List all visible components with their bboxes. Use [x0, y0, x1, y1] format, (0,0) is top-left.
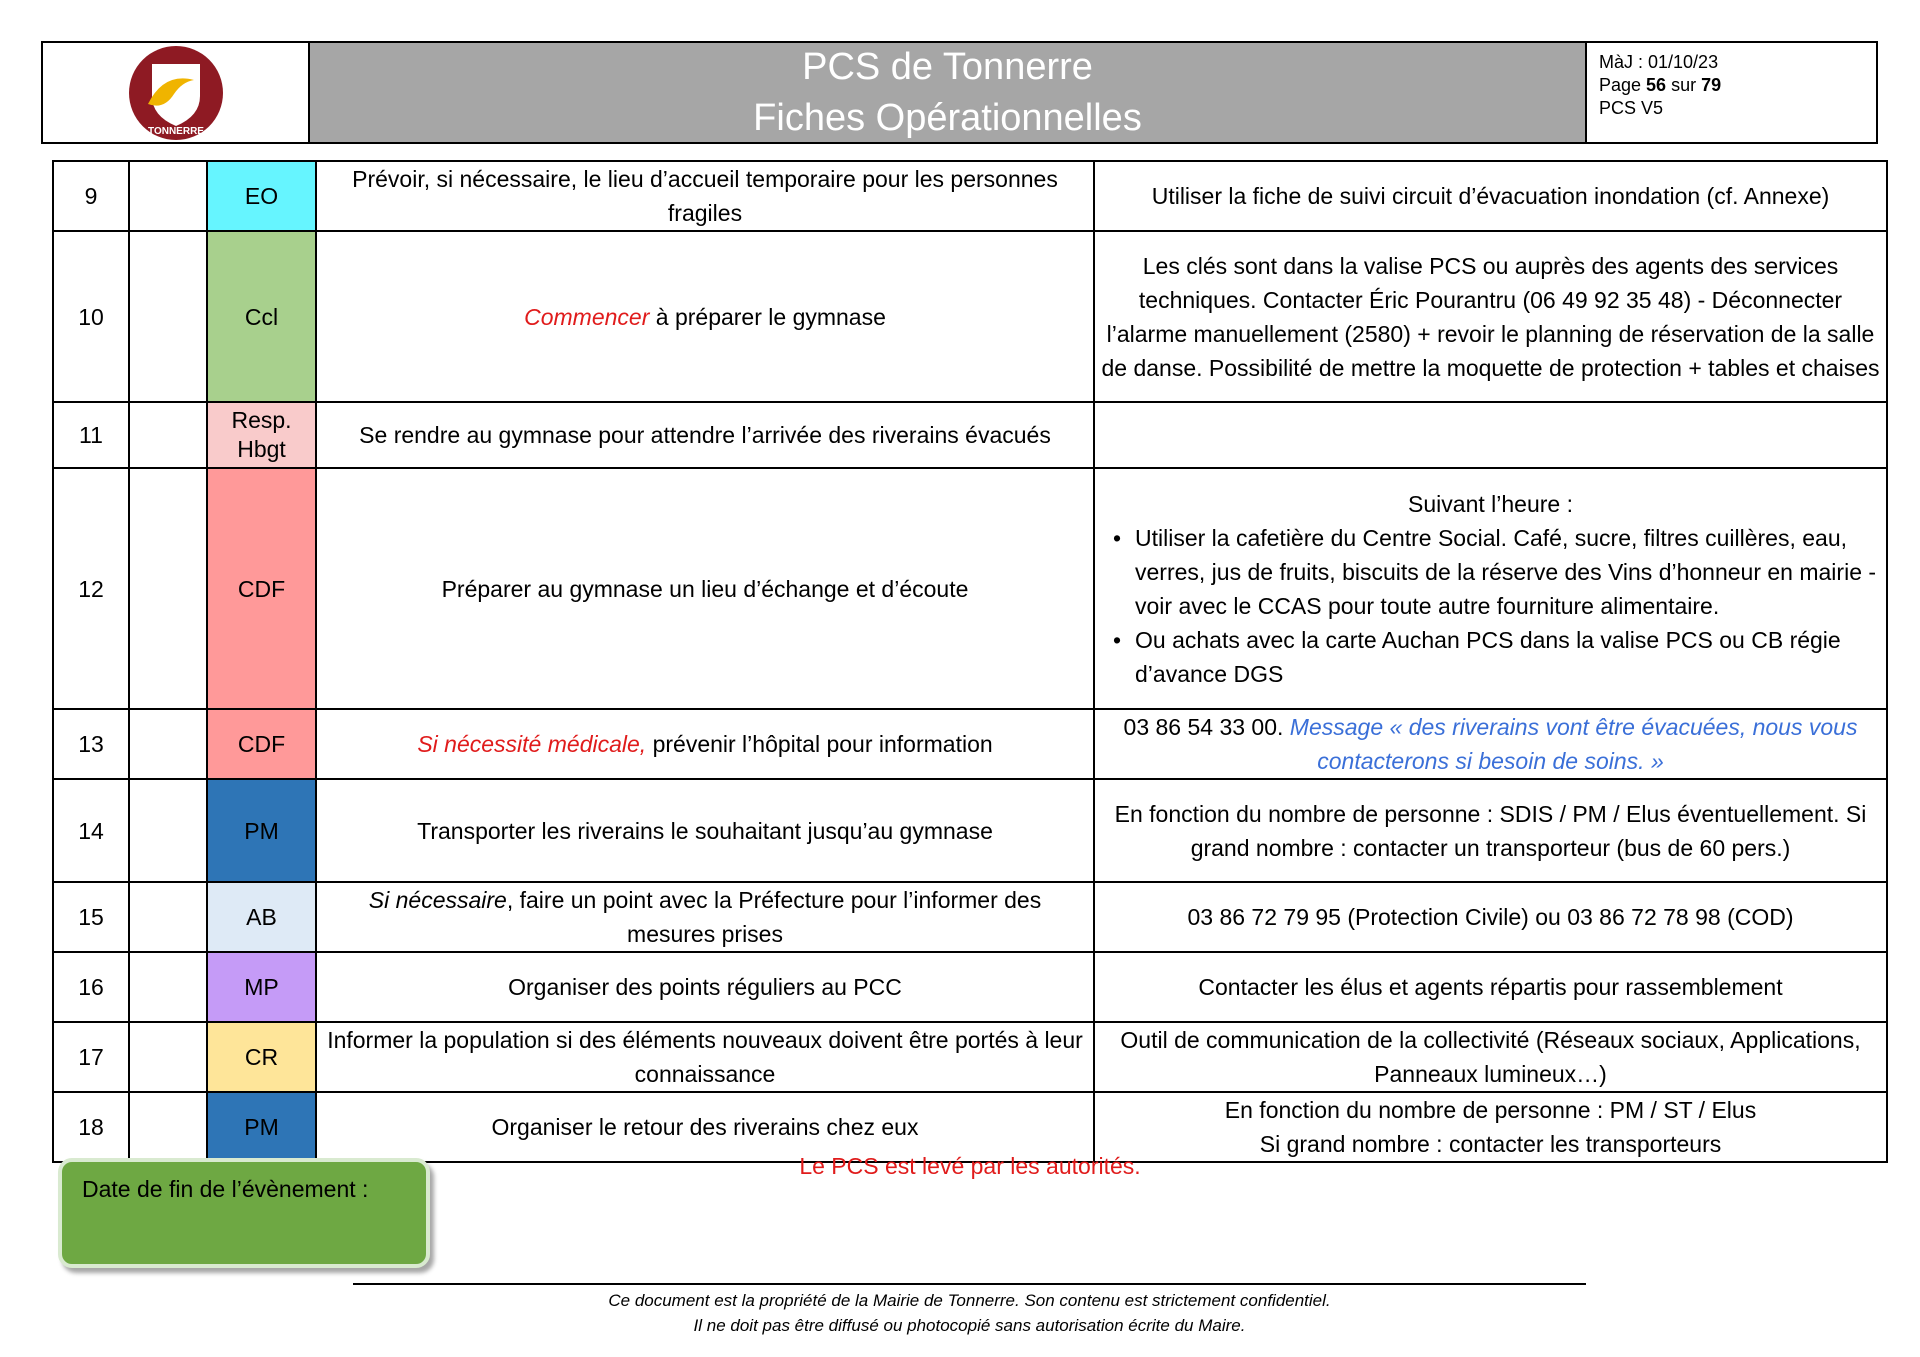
action-cell: Organiser le retour des riverains chez eux — [316, 1092, 1094, 1162]
title-line-1: PCS de Tonnerre — [802, 45, 1093, 88]
role-code: Resp. Hbgt — [207, 402, 316, 468]
observation-cell: 03 86 72 79 95 (Protection Civile) ou 03 86 72 78 98 (COD) — [1094, 882, 1887, 952]
step-number: 9 — [53, 161, 129, 231]
pcs-version: PCS V5 — [1599, 98, 1664, 118]
table-row — [53, 231, 1887, 402]
step-number: 18 — [53, 1092, 129, 1162]
table-row — [53, 1092, 1887, 1162]
check-cell — [129, 402, 207, 468]
role-code: PM — [207, 1092, 316, 1162]
action-cell: Si nécessité médicale, prévenir l’hôpital pour information — [316, 709, 1094, 779]
step-number: 17 — [53, 1022, 129, 1092]
observation-title: Suivant l’heure : — [1408, 490, 1573, 517]
check-cell — [129, 468, 207, 709]
footer-divider — [353, 1283, 1586, 1285]
step-number: 15 — [53, 882, 129, 952]
action-cell: Prévoir, si nécessaire, le lieu d’accueil temporaire pour les personnes fragiles — [316, 161, 1094, 231]
svg-text:TONNERRE: TONNERRE — [147, 125, 204, 137]
step-number: 10 — [53, 231, 129, 402]
table-row — [53, 402, 1887, 468]
observation-list — [1101, 521, 1880, 691]
confidentiality-note: Ce document est la propriété de la Mairie de Tonnerre. Son contenu est strictement confidentiel. Il ne doit pas être diffusé ou photocopié sans autorisation écrite du Maire. — [608, 1291, 1331, 1335]
observation-cell: 03 86 54 33 00. Message « des riverains vont être évacuées, nous vous contacterons si besoin de soins. » — [1094, 709, 1887, 779]
observation-cell: Contacter les élus et agents répartis pour rassemblement — [1094, 952, 1887, 1022]
pcs-lifted-note: Le PCS est levé par les autorités. — [799, 1153, 1141, 1179]
observation-cell: En fonction du nombre de personne : SDIS / PM / Elus éventuellement. Si grand nombre : contacter un transporteur (bus de 60 pers.) — [1094, 779, 1887, 882]
step-number: 12 — [53, 468, 129, 709]
check-cell — [129, 161, 207, 231]
table-row — [53, 161, 1887, 231]
end-date-label: Date de fin de l’évènement : — [82, 1176, 369, 1202]
update-date: MàJ : 01/10/23 — [1599, 52, 1719, 72]
observation-cell — [1094, 402, 1887, 468]
role-code: CR — [207, 1022, 316, 1092]
check-cell — [129, 779, 207, 882]
step-number: 16 — [53, 952, 129, 1022]
end-date-box — [58, 1158, 430, 1268]
action-cell: Se rendre au gymnase pour attendre l’arrivée des riverains évacués — [316, 402, 1094, 468]
action-cell: Commencer à préparer le gymnase — [316, 231, 1094, 402]
table-row — [53, 779, 1887, 882]
tonnerre-crest-icon — [124, 44, 228, 142]
observation-cell: Les clés sont dans la valise PCS ou auprès des agents des services techniques. Contacter Éric Pourantru (06 49 92 35 48) - Déconnecter l’alarme manuellement (2580) + revoir le planning de réservation de la salle de danse. Possibilité de mettre la moquette de protection + tables et chaises — [1094, 231, 1887, 402]
check-cell — [129, 1092, 207, 1162]
operations-table — [52, 160, 1888, 1163]
list-item: • Ou achats avec la carte Auchan PCS dans la valise PCS ou CB régie d’avance DGS — [1111, 623, 1880, 691]
table-row — [53, 1022, 1887, 1092]
action-cell: Informer la population si des éléments nouveaux doivent être portés à leur connaissance — [316, 1022, 1094, 1092]
title-line-2: Fiches Opérationnelles — [753, 96, 1142, 139]
role-code: AB — [207, 882, 316, 952]
document-meta — [1585, 43, 1876, 142]
action-cell: Si nécessaire, faire un point avec la Préfecture pour l’informer des mesures prises — [316, 882, 1094, 952]
step-number: 11 — [53, 402, 129, 468]
table-row — [53, 468, 1887, 709]
role-code: Ccl — [207, 231, 316, 402]
table-row — [53, 952, 1887, 1022]
table-row — [53, 709, 1887, 779]
role-code: CDF — [207, 468, 316, 709]
check-cell — [129, 231, 207, 402]
action-cell: Préparer au gymnase un lieu d’échange et d’écoute — [316, 468, 1094, 709]
role-code: EO — [207, 161, 316, 231]
observation-cell: En fonction du nombre de personne : PM / ST / Elus Si grand nombre : contacter les transporteurs — [1094, 1092, 1887, 1162]
document-header — [41, 41, 1878, 144]
check-cell — [129, 1022, 207, 1092]
observation-cell: Outil de communication de la collectivité (Réseaux sociaux, Applications, Panneaux lumineux…) — [1094, 1022, 1887, 1092]
role-code: PM — [207, 779, 316, 882]
action-cell: Transporter les riverains le souhaitant jusqu’au gymnase — [316, 779, 1094, 882]
observation-cell — [1094, 468, 1887, 709]
check-cell — [129, 882, 207, 952]
role-code: MP — [207, 952, 316, 1022]
observation-cell: Utiliser la fiche de suivi circuit d’évacuation inondation (cf. Annexe) — [1094, 161, 1887, 231]
page-counter: Page 56 sur 79 — [1599, 75, 1722, 95]
action-cell: Organiser des points réguliers au PCC — [316, 952, 1094, 1022]
role-code: CDF — [207, 709, 316, 779]
step-number: 13 — [53, 709, 129, 779]
town-logo — [43, 43, 310, 142]
check-cell — [129, 952, 207, 1022]
list-item: • Utiliser la cafetière du Centre Social. Café, sucre, filtres cuillères, eau, verres, jus de fruits, biscuits de la réserve des Vins d’honneur en mairie - voir avec le CCAS pour toute autre fourniture alimentaire. — [1111, 521, 1880, 623]
document-title — [310, 43, 1585, 142]
table-row — [53, 882, 1887, 952]
check-cell — [129, 709, 207, 779]
step-number: 14 — [53, 779, 129, 882]
